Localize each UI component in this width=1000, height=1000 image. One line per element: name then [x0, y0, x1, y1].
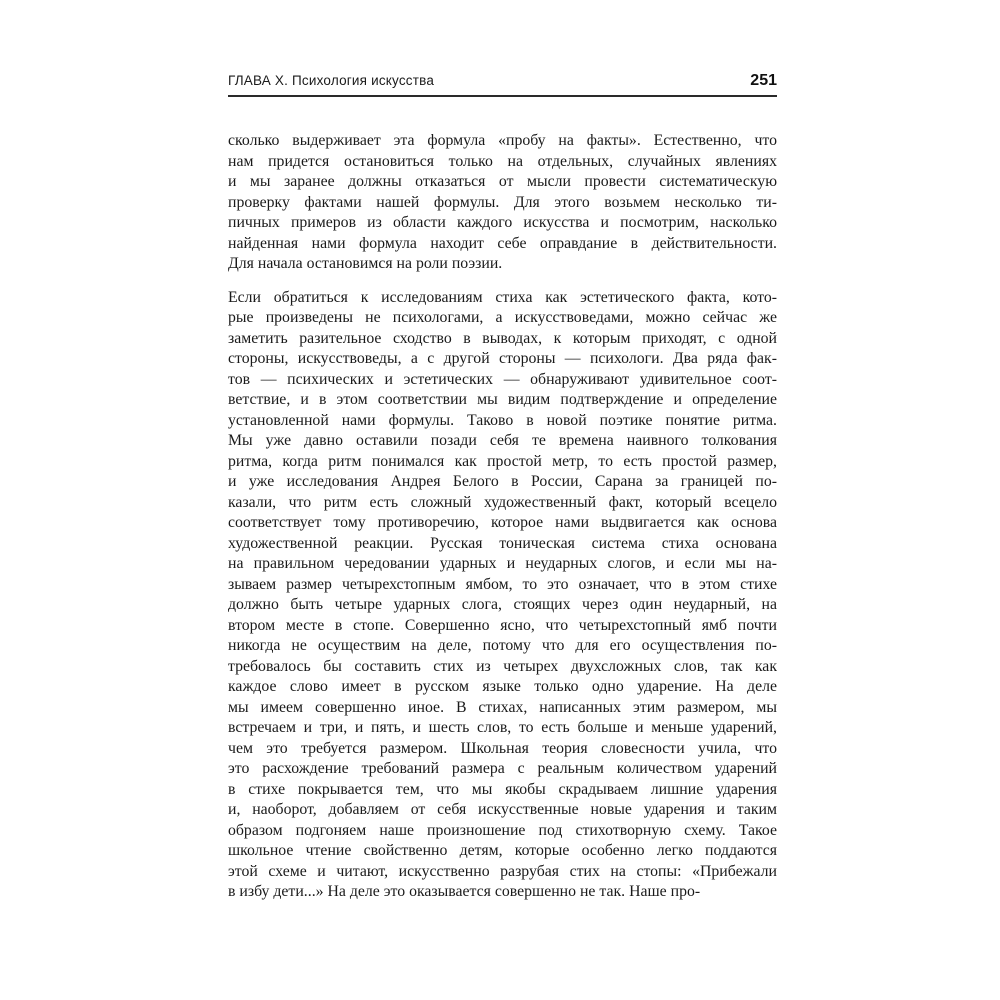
text-line: это расхождение требований размера с реальным количеством ударений [228, 760, 777, 777]
text-line: втором месте в стопе. Совершенно ясно, что четырехстопный ямб почти [228, 616, 777, 634]
text-line: в избу дети...» На деле это оказывается совершенно не так. Наше про- [228, 883, 701, 900]
text-line: мы имеем совершенно иное. В стихах, написанных этим размером, мы [228, 698, 777, 716]
text-line: требовалось бы составить стих из четырех двухсложных слов, так как [228, 657, 777, 675]
text-line: художественной реакции. Русская тоническая система стиха основана [228, 534, 777, 552]
text-line: тов — психических и эстетических — обнаруживают удивительное соот- [228, 370, 777, 388]
text-line: и мы заранее должны отказаться от мысли провести систематическую [228, 173, 777, 190]
text-line: чем это требуется размером. Школьная теория словесности учила, что [228, 739, 777, 757]
text-line: рые произведены не психологами, а искусствоведами, можно сейчас же [228, 309, 777, 326]
body-text [228, 131, 777, 903]
text-line: и уже исследования Андрея Белого в России, Сарана за границей по- [228, 473, 777, 490]
chapter-title: ГЛАВА X. Психология искусства [228, 73, 435, 88]
text-line: заметить разительное сходство в выводах, к которым приходят, с одной [228, 329, 777, 347]
text-line: образом подгоняем наше произношение под стихотворную схему. Такое [228, 821, 777, 839]
text-line: Если обратиться к исследованиям стиха как эстетического факта, кото- [228, 288, 777, 306]
text-line: Мы уже давно оставили позади себя те времена наивного толкования [228, 432, 777, 449]
paragraph [228, 288, 777, 903]
text-line: пичных примеров из области каждого искусства и посмотрим, насколько [228, 214, 777, 231]
text-line: Для начала остановимся на роли поэзии. [228, 255, 503, 272]
paragraph [228, 131, 777, 275]
page-number: 251 [750, 72, 777, 89]
text-line: установленной нами формулы. Таково в новой поэтике понятие ритма. [228, 411, 777, 429]
text-line: встречаем и три, и пять, и шесть слов, то есть больше и меньше ударений, [228, 719, 777, 736]
text-line: соответствует тому противоречию, которое нами выдвигается как основа [228, 514, 777, 531]
text-line: школьное чтение свойственно детям, которые особенно легко поддаются [228, 842, 777, 859]
page-header [228, 72, 777, 97]
text-line: никогда не осуществим на деле, потому что для его осуществления по- [228, 637, 777, 654]
text-line: ветствие, и в этом соответствии мы видим подтверждение и определение [228, 391, 777, 408]
text-line: этой схеме и читают, искусственно разрубая стих на стопы: «Прибежали [228, 862, 777, 880]
text-line: ритма, когда ритм понимался как простой метр, то есть простой размер, [228, 452, 777, 470]
text-line: найденная нами формула находит себе оправдание в действительности. [228, 234, 777, 252]
text-line: на правильном чередовании ударных и неударных слогов, и если мы на- [228, 555, 777, 572]
text-line: каждое слово имеет в русском языке только одно ударение. На деле [228, 678, 777, 695]
text-line: казали, что ритм есть сложный художественный факт, который всецело [228, 493, 777, 511]
text-line: стороны, искусствоведы, а с другой стороны — психологи. Два ряда фак- [228, 350, 777, 367]
text-line: сколько выдерживает эта формула «пробу на факты». Естественно, что [228, 132, 777, 149]
text-line: должно быть четыре ударных слога, стоящих через один неударный, на [228, 596, 777, 613]
text-line: и, наоборот, добавляем от себя искусственные новые ударения и таким [228, 801, 777, 818]
text-line: нам придется остановиться только на отдельных, случайных явлениях [228, 152, 777, 170]
text-line: зываем размер четырехстопным ямбом, то это означает, что в этом стихе [228, 575, 777, 593]
text-line: в стихе покрывается тем, что мы якобы скрадываем лишние ударения [228, 780, 777, 798]
text-line: проверку фактами нашей формулы. Для этого возьмем несколько ти- [228, 193, 777, 211]
